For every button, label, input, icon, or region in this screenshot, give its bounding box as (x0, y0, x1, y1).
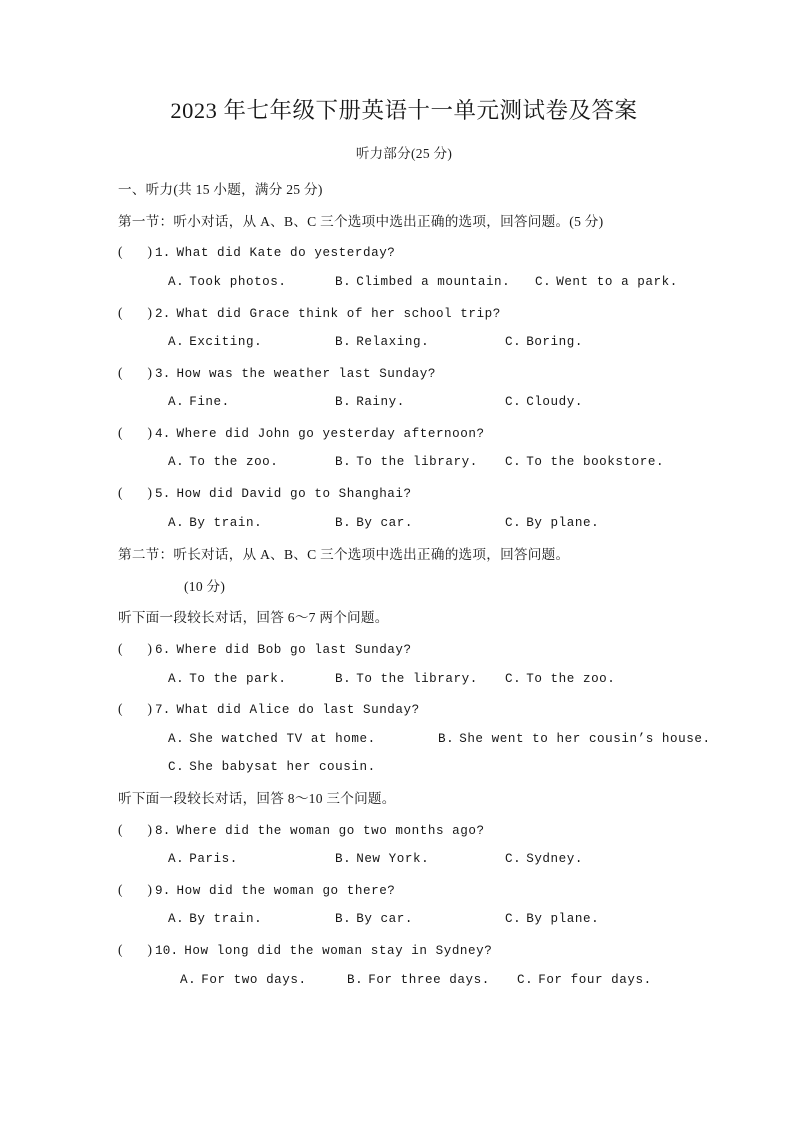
answer-bracket[interactable]: ( ) (118, 424, 152, 440)
option-b[interactable]: B. Rainy. (335, 395, 405, 410)
question-row (118, 469, 690, 501)
part-two-heading: 第二节：听长对话，从 A、B、C 三个选项中选出正确的选项，回答问题。 (118, 547, 570, 563)
option-c[interactable]: C. To the bookstore. (505, 455, 665, 470)
answer-bracket[interactable]: ( ) (118, 364, 152, 380)
option-row (118, 320, 690, 349)
question-row (118, 228, 690, 260)
question-number: 2. (155, 306, 171, 321)
option-c[interactable]: C. By plane. (505, 515, 600, 530)
option-a[interactable]: A. Exciting. (168, 335, 263, 350)
page-subtitle: 听力部分(25 分) (355, 146, 453, 162)
question-row (118, 409, 690, 441)
answer-bracket[interactable]: ( ) (118, 485, 152, 501)
question-row (118, 685, 690, 717)
option-a[interactable]: A. Paris. (168, 852, 238, 867)
option-row (118, 837, 690, 866)
option-b[interactable]: B. Relaxing. (335, 335, 430, 350)
option-a[interactable]: A. For two days. (180, 972, 307, 987)
option-a[interactable]: A. Took photos. (168, 274, 287, 289)
page-title: 2023 年七年级下册英语十一单元测试卷及答案 (170, 98, 638, 123)
question-row (118, 349, 690, 381)
question-text: What did Alice do last Sunday? (176, 703, 420, 718)
question-number: 4. (155, 426, 171, 441)
question-number: 5. (155, 487, 171, 502)
option-row (118, 958, 690, 987)
option-c[interactable]: C. Went to a park. (535, 274, 678, 289)
question-row (118, 926, 690, 958)
question-text: Where did the woman go two months ago? (176, 823, 485, 838)
option-b[interactable]: B. New York. (335, 852, 430, 867)
option-b[interactable]: B. To the library. (335, 671, 478, 686)
question-text: How long did the woman stay in Sydney? (184, 943, 493, 958)
option-c[interactable]: C. Cloudy. (505, 395, 583, 410)
option-a[interactable]: A. To the zoo. (168, 455, 279, 470)
answer-bracket[interactable]: ( ) (118, 941, 152, 957)
question-text: What did Grace think of her school trip? (176, 306, 501, 321)
option-row (118, 260, 690, 289)
option-row (118, 501, 690, 530)
answer-bracket[interactable]: ( ) (118, 304, 152, 320)
question-text: What did Kate do yesterday? (176, 246, 396, 261)
listening-intro-8-10: 听下面一段较长对话，回答 8～10 三个问题。 (118, 791, 396, 806)
option-a[interactable]: A. By train. (168, 912, 263, 927)
question-row (118, 625, 690, 657)
answer-bracket[interactable]: ( ) (118, 881, 152, 897)
question-number: 9. (155, 883, 171, 898)
part-two-score: (10 分) (184, 578, 226, 594)
question-number: 1. (155, 246, 171, 261)
question-text: Where did Bob go last Sunday? (176, 643, 412, 658)
option-c[interactable]: C. To the zoo. (505, 671, 616, 686)
question-number: 3. (155, 366, 171, 381)
part-one-heading: 第一节：听小对话，从 A、B、C 三个选项中选出正确的选项，回答问题。(5 分) (118, 213, 604, 229)
option-a[interactable]: A. To the park. (168, 671, 287, 686)
option-b[interactable]: B. For three days. (347, 972, 490, 987)
option-b[interactable]: B. By car. (335, 515, 413, 530)
option-row (118, 440, 690, 469)
section-heading-listening: 一、听力(共 15 小题，满分 25 分) (118, 182, 323, 198)
option-b[interactable]: B. To the library. (335, 455, 478, 470)
option-row (118, 380, 690, 409)
option-c[interactable]: C. By plane. (505, 912, 600, 927)
option-b[interactable]: B. Climbed a mountain. (335, 274, 511, 289)
option-a[interactable]: A. Fine. (168, 395, 230, 410)
question-row (118, 806, 690, 838)
answer-bracket[interactable]: ( ) (118, 701, 152, 717)
listening-intro-6-7: 听下面一段较长对话，回答 6～7 两个问题。 (118, 610, 389, 626)
option-b[interactable]: B. By car. (335, 912, 413, 927)
option-b[interactable]: B. She went to her cousin’s house. (438, 731, 711, 746)
option-c[interactable]: C. Boring. (505, 335, 583, 350)
option-a[interactable]: A. She watched TV at home. (168, 731, 376, 746)
question-text: Where did John go yesterday afternoon? (176, 426, 485, 441)
option-c[interactable]: C. Sydney. (505, 852, 583, 867)
option-row (118, 745, 690, 774)
option-c[interactable]: C. She babysat her cousin. (168, 760, 376, 775)
question-number: 7. (155, 703, 171, 718)
answer-bracket[interactable]: ( ) (118, 821, 152, 837)
question-text: How did David go to Shanghai? (176, 487, 412, 502)
question-text: How did the woman go there? (176, 883, 396, 898)
question-row (118, 866, 690, 898)
question-row (118, 289, 690, 321)
option-a[interactable]: A. By train. (168, 515, 263, 530)
answer-bracket[interactable]: ( ) (118, 244, 152, 260)
question-number: 10. (155, 943, 179, 958)
option-row (118, 897, 690, 926)
question-number: 6. (155, 643, 171, 658)
option-c[interactable]: C. For four days. (517, 972, 652, 987)
question-number: 8. (155, 823, 171, 838)
question-text: How was the weather last Sunday? (176, 366, 436, 381)
option-row (118, 657, 690, 686)
option-row (118, 717, 711, 746)
answer-bracket[interactable]: ( ) (118, 641, 152, 657)
